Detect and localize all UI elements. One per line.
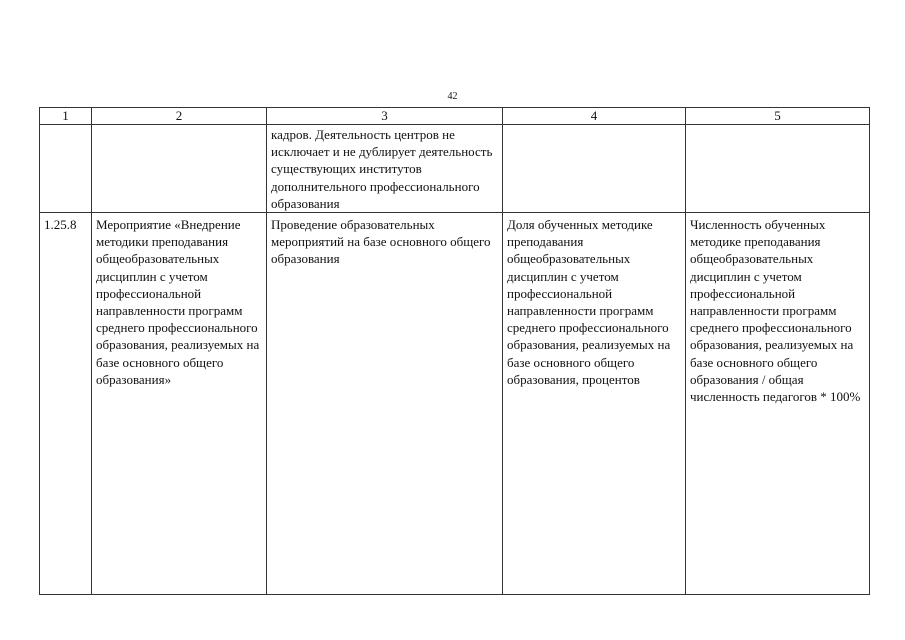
header-col-1: 1: [40, 108, 92, 125]
row-event: Мероприятие «Внедрение методики преподавания общеобразовательных дисциплин с учетом профессиональной направленности программ среднего профессионального образования, реализуемых на базе основного общего образования»: [92, 213, 267, 595]
cont-cell-2: [92, 125, 267, 213]
table-row: [40, 213, 870, 595]
row-indicator: Доля обученных методике преподавания общеобразовательных дисциплин с учетом профессиональной направленности программ среднего профессионального образования, реализуемых на базе основного общего образования, процентов: [503, 213, 686, 595]
page-number: 42: [447, 91, 458, 102]
cont-cell-3: кадров. Деятельность центров не исключает и не дублирует деятельность существующих институтов дополнительного профессионального образования: [267, 125, 503, 213]
document-table: [39, 107, 870, 595]
header-col-4: 4: [503, 108, 686, 125]
row-formula: Численность обученных методике преподавания общеобразовательных дисциплин с учетом профессиональной направленности программ среднего профессионального образования, реализуемых на базе основного общего образования / общая численность педагогов * 100%: [686, 213, 870, 595]
header-col-2: 2: [92, 108, 267, 125]
cont-cell-4: [503, 125, 686, 213]
cont-cell-1: [40, 125, 92, 213]
header-col-3: 3: [267, 108, 503, 125]
row-description: Проведение образовательных мероприятий на базе основного общего образования: [267, 213, 503, 595]
table-header-row: [40, 108, 870, 125]
header-col-5: 5: [686, 108, 870, 125]
cont-cell-5: [686, 125, 870, 213]
row-number: 1.25.8: [40, 213, 92, 595]
table-row-continuation: [40, 125, 870, 213]
